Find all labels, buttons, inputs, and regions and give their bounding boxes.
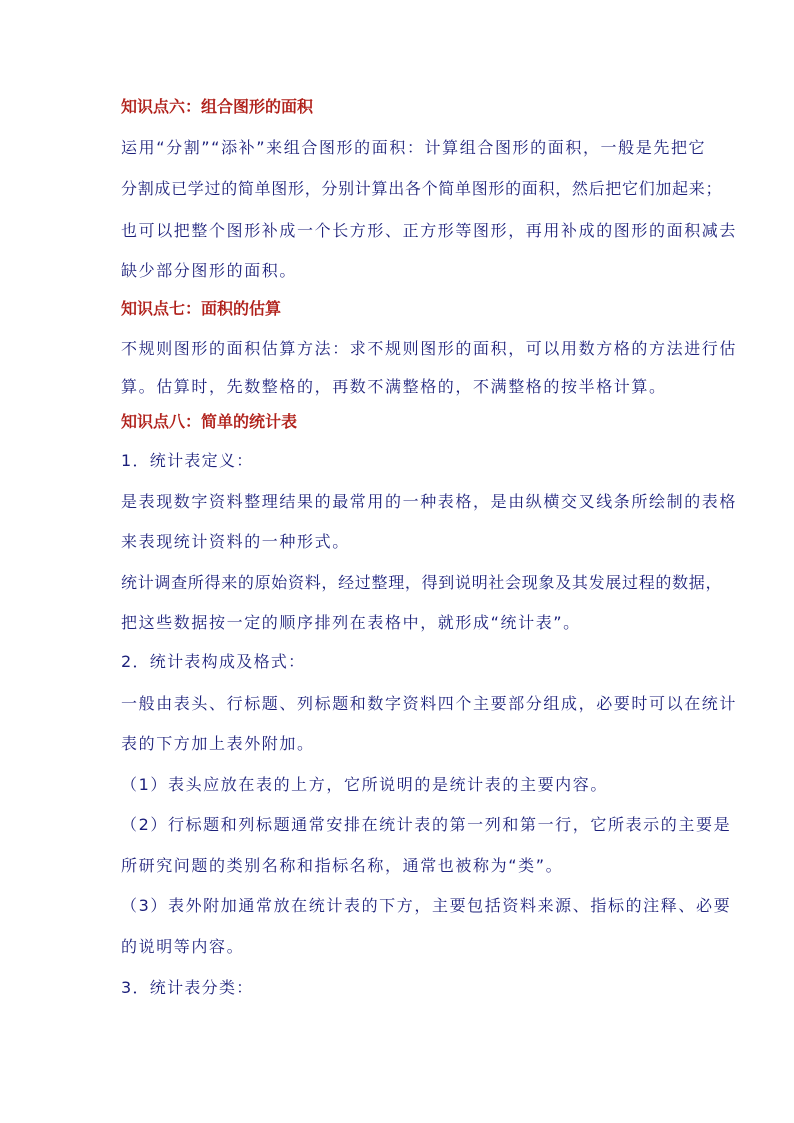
numbered-heading: 2．统计表构成及格式： xyxy=(121,652,306,671)
list-item: （3）表外附加通常放在统计表的下方，主要包括资料来源、指标的注释、必要 xyxy=(121,896,732,915)
section-heading-simple-statistics-table: 知识点八：简单的统计表 xyxy=(121,412,298,431)
paragraph-line: 缺少部分图形的面积。 xyxy=(121,261,298,280)
paragraph-line: 所研究问题的类别名称和指标名称，通常也被称为“类”。 xyxy=(121,856,564,875)
paragraph-line: 是表现数字资料整理结果的最常用的一种表格，是由纵横交叉线条所绘制的表格 xyxy=(121,492,738,511)
paragraph-line: 把这些数据按一定的顺序排列在表格中，就形成“统计表”。 xyxy=(121,613,581,632)
paragraph-line: 不规则图形的面积估算方法：求不规则图形的面积，可以用数方格的方法进行估 xyxy=(121,339,738,358)
paragraph-line: 来表现统计资料的一种形式。 xyxy=(121,532,350,551)
paragraph-line: 表的下方加上表外附加。 xyxy=(121,734,315,753)
paragraph-line: 也可以把整个图形补成一个长方形、正方形等图形，再用补成的图形的面积减去 xyxy=(121,221,738,240)
paragraph-line: 分割成已学过的简单图形，分别计算出各个简单图形的面积，然后把它们加起来； xyxy=(121,179,723,198)
paragraph-line: 的说明等内容。 xyxy=(121,937,245,956)
section-heading-area-estimation: 知识点七：面积的估算 xyxy=(121,299,282,318)
paragraph-line: 一般由表头、行标题、列标题和数字资料四个主要部分组成，必要时可以在统计 xyxy=(121,694,738,713)
list-item: （2）行标题和列标题通常安排在统计表的第一列和第一行，它所表示的主要是 xyxy=(121,815,732,834)
section-heading-area-combined-shapes: 知识点六：组合图形的面积 xyxy=(121,97,314,116)
paragraph-line: 统计调查所得来的原始资料，经过整理，得到说明社会现象及其发展过程的数据， xyxy=(121,573,723,592)
numbered-heading: 1．统计表定义： xyxy=(121,451,254,470)
paragraph-line: 运用“分割”“添补”来组合图形的面积：计算组合图形的面积，一般是先把它 xyxy=(121,138,707,157)
paragraph-line: 算。估算时，先数整格的，再数不满整格的，不满整格的按半格计算。 xyxy=(121,377,667,396)
list-item: （1）表头应放在表的上方，它所说明的是统计表的主要内容。 xyxy=(121,775,608,794)
numbered-heading: 3．统计表分类： xyxy=(121,978,254,997)
